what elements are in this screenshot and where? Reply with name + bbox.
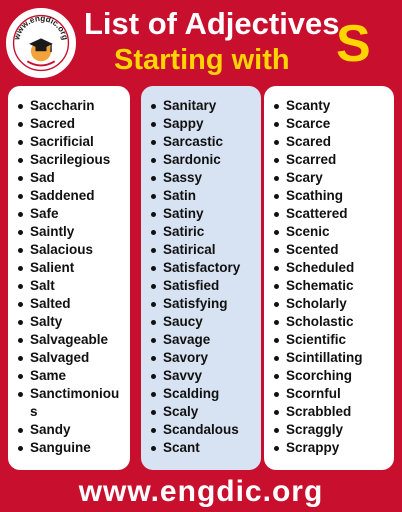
list-item: Saucy bbox=[151, 313, 255, 331]
list-item: Savvy bbox=[151, 367, 255, 385]
list-item: Salient bbox=[18, 259, 124, 277]
list-item: Sassy bbox=[151, 169, 255, 187]
list-item: Scenic bbox=[274, 223, 388, 241]
list-item: Scornful bbox=[274, 385, 388, 403]
list-item: Satisfactory bbox=[151, 259, 255, 277]
list-item: Sacrificial bbox=[18, 133, 124, 151]
list-item: Satiric bbox=[151, 223, 255, 241]
list-item: Scintillating bbox=[274, 349, 388, 367]
list-item: Sacred bbox=[18, 115, 124, 133]
list-item: Satisfying bbox=[151, 295, 255, 313]
list-item: Satisfied bbox=[151, 277, 255, 295]
list-item: Sanguine bbox=[18, 439, 124, 457]
list-item: Scandalous bbox=[151, 421, 255, 439]
list-item: Salted bbox=[18, 295, 124, 313]
list-item: Scant bbox=[151, 439, 255, 457]
word-list-2 bbox=[151, 97, 255, 457]
list-item: Sanitary bbox=[151, 97, 255, 115]
svg-text:www.engdic.org bbox=[12, 14, 70, 42]
list-item: Salt bbox=[18, 277, 124, 295]
list-item: Scared bbox=[274, 133, 388, 151]
word-column-1 bbox=[8, 86, 130, 470]
list-item: Scary bbox=[274, 169, 388, 187]
list-item: Scrabbled bbox=[274, 403, 388, 421]
list-item: Saddened bbox=[18, 187, 124, 205]
list-item: Scanty bbox=[274, 97, 388, 115]
list-item: Salvageable bbox=[18, 331, 124, 349]
list-item: Sanctimonious bbox=[18, 385, 124, 421]
site-logo bbox=[6, 8, 76, 78]
graduation-cap-logo-icon bbox=[9, 11, 73, 75]
footer-url: www.engdic.org bbox=[78, 475, 324, 508]
list-item: Scrappy bbox=[274, 439, 388, 457]
list-item: Sandy bbox=[18, 421, 124, 439]
list-item: Scathing bbox=[274, 187, 388, 205]
word-list-1 bbox=[18, 97, 124, 457]
list-item: Savage bbox=[151, 331, 255, 349]
list-item: Scorching bbox=[274, 367, 388, 385]
list-item: Scalding bbox=[151, 385, 255, 403]
list-item: Saccharin bbox=[18, 97, 124, 115]
list-item: Scarce bbox=[274, 115, 388, 133]
list-item: Salvaged bbox=[18, 349, 124, 367]
list-item: Scheduled bbox=[274, 259, 388, 277]
list-item: Scientific bbox=[274, 331, 388, 349]
word-list-3 bbox=[274, 97, 388, 457]
list-item: Sad bbox=[18, 169, 124, 187]
word-column-3 bbox=[264, 86, 394, 470]
list-item: Saintly bbox=[18, 223, 124, 241]
list-item: Scraggly bbox=[274, 421, 388, 439]
list-item: Scholarly bbox=[274, 295, 388, 313]
list-item: Satin bbox=[151, 187, 255, 205]
list-item: Sacrilegious bbox=[18, 151, 124, 169]
list-item: Scattered bbox=[274, 205, 388, 223]
list-item: Salacious bbox=[18, 241, 124, 259]
list-item: Satiny bbox=[151, 205, 255, 223]
list-item: Savory bbox=[151, 349, 255, 367]
list-item: Safe bbox=[18, 205, 124, 223]
list-item: Salty bbox=[18, 313, 124, 331]
title-line-1: List of Adjectives bbox=[84, 6, 340, 41]
word-column-2 bbox=[141, 86, 261, 470]
list-item: Satirical bbox=[151, 241, 255, 259]
featured-letter: S bbox=[336, 15, 371, 73]
list-item: Scarred bbox=[274, 151, 388, 169]
list-item: Scholastic bbox=[274, 313, 388, 331]
title-line-2: Starting with bbox=[114, 44, 290, 76]
list-item: Scaly bbox=[151, 403, 255, 421]
list-item: Same bbox=[18, 367, 124, 385]
list-item: Schematic bbox=[274, 277, 388, 295]
list-item: Sappy bbox=[151, 115, 255, 133]
list-item: Scented bbox=[274, 241, 388, 259]
list-item: Sardonic bbox=[151, 151, 255, 169]
list-item: Sarcastic bbox=[151, 133, 255, 151]
logo-text: www.engdic.org bbox=[12, 13, 70, 41]
